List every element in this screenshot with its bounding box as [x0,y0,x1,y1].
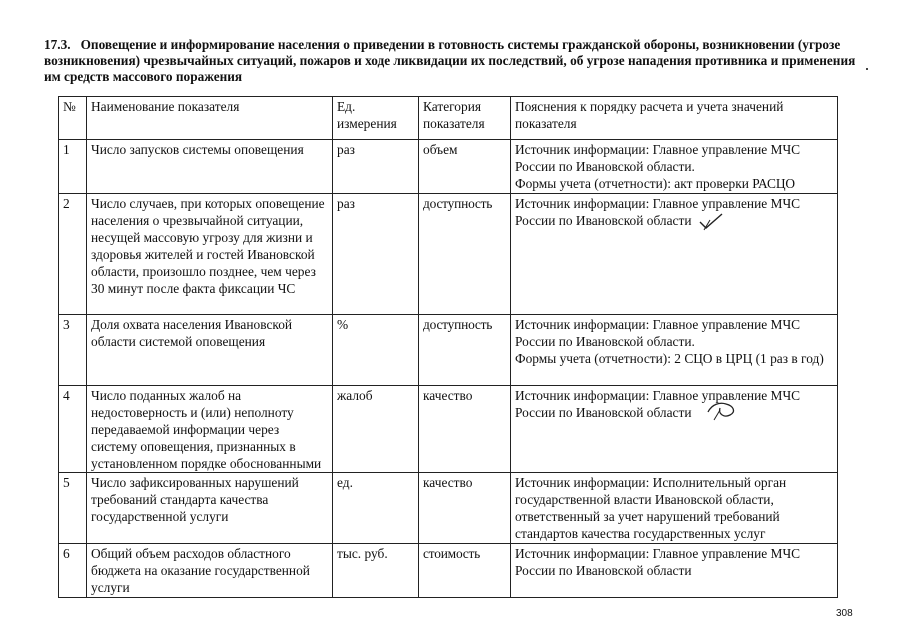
row-category: качество [419,386,511,473]
notes-line: Источник информации: Главное управление МЧС России по Ивановской области [515,196,801,228]
pen-checkmark-icon [698,212,724,232]
header-unit: Ед. измерения [333,97,419,140]
header-num: № [59,97,87,140]
row-notes [511,386,838,473]
row-unit: % [333,315,419,386]
notes-line: Источник информации: Исполнительный орган государственной власти Ивановской области, ответственный за учет нарушений требований стандартов качества государственных услуг [515,475,787,541]
row-unit: жалоб [333,386,419,473]
header-notes: Пояснения к порядку расчета и учета значений показателя [511,97,838,140]
row-num: 6 [59,544,87,598]
row-unit: раз [333,194,419,315]
row-unit: ед. [333,473,419,544]
table-row [59,140,838,194]
table-row [59,544,838,598]
row-num: 3 [59,315,87,386]
table-row [59,473,838,544]
section-header [44,37,859,85]
notes-line: Источник информации: Главное управление МЧС России по Ивановской области. [515,317,801,349]
row-category: качество [419,473,511,544]
notes-line: Источник информации: Главное управление МЧС России по Ивановской области [515,546,801,578]
row-category: объем [419,140,511,194]
row-category: доступность [419,194,511,315]
table-row [59,315,838,386]
notes-line: Источник информации: Главное управление МЧС России по Ивановской области. [515,142,801,174]
indicators-table [58,96,838,598]
notes-line: Формы учета (отчетности): акт проверки РАСЦО [515,176,796,191]
notes-line: Формы учета (отчетности): 2 СЦО в ЦРЦ (1 раз в год) [515,351,824,366]
row-name: Число поданных жалоб на недостоверность и (или) неполноту передаваемой информации через систему оповещения, признанных в установленном порядке обоснованными [87,386,333,473]
row-notes [511,473,838,544]
row-name: Общий объем расходов областного бюджета на оказание государственной услуги [87,544,333,598]
table-header-row [59,97,838,140]
row-category: доступность [419,315,511,386]
row-num: 1 [59,140,87,194]
row-unit: раз [333,140,419,194]
row-num: 4 [59,386,87,473]
page-number: 308 [836,608,853,619]
notes-line: Источник информации: Главное управление МЧС России по Ивановской области [515,388,801,420]
stray-dot [866,68,868,70]
row-name: Число запусков системы оповещения [87,140,333,194]
row-unit: тыс. руб. [333,544,419,598]
header-category: Категория показателя [419,97,511,140]
row-num: 5 [59,473,87,544]
row-category: стоимость [419,544,511,598]
header-name: Наименование показателя [87,97,333,140]
row-name: Число зафиксированных нарушений требований стандарта качества государственной услуги [87,473,333,544]
section-number: 17.3. [44,37,71,52]
row-num: 2 [59,194,87,315]
section-title: Оповещение и информирование населения о приведении в готовность системы гражданской обороны, возникновении (угрозе возникновения) чрезвычайных ситуаций, пожаров и ходе ликвидации их последствий, об угрозе нападения противника и применения им средств массового поражения [44,37,856,84]
row-notes [511,315,838,386]
row-notes [511,544,838,598]
row-name: Число случаев, при которых оповещение населения о чрезвычайной ситуации, несущей массовую угрозу для жизни и здоровья жителей и гостей Ивановской области, произошло позднее, чем через 30 минут после факта фиксации ЧС [87,194,333,315]
pen-scribble-icon [706,396,740,422]
row-notes [511,140,838,194]
row-name: Доля охвата населения Ивановской области системой оповещения [87,315,333,386]
row-notes [511,194,838,315]
